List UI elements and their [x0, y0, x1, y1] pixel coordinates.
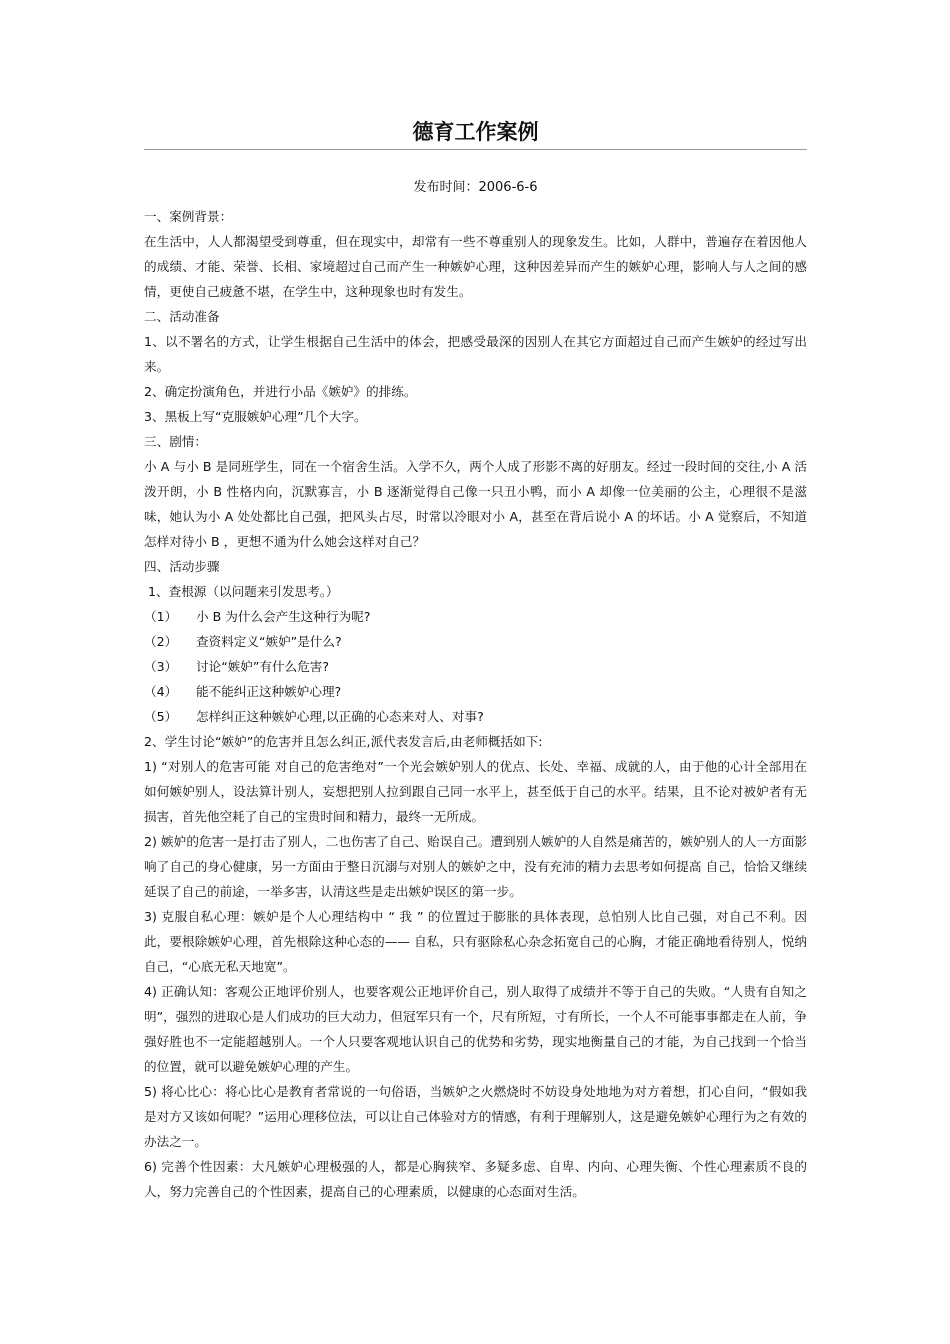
question-number: （5）	[144, 709, 178, 724]
section-heading-steps: 四、活动步骤	[144, 559, 220, 574]
background-paragraph: 在生活中，人人都渴望受到尊重，但在现实中，却常有一些不尊重别人的现象发生。比如，人群中，普遍存在着因他人的成绩、才能、荣誉、长相、家境超过自己而产生一种嫉妒心理，这种因差异而产生的嫉妒心理，影响人与人之间的感情，更使自己疲惫不堪，在学生中，这种现象也时有发生。	[144, 234, 807, 299]
title-divider	[144, 149, 807, 150]
document-page	[144, 118, 807, 1204]
question-item	[144, 654, 807, 679]
summary-point: 6) 完善个性因素：大凡嫉妒心理极强的人，都是心胸狭窄、多疑多虑、自卑、内向、心理失衡、个性心理素质不良的人，努力完善自己的个性因素，提高自己的心理素质，以健康的心态面对生活。	[144, 1159, 807, 1199]
summary-point: 4) 正确认知：客观公正地评价别人，也要客观公正地评价自己，别人取得了成绩并不等于自己的失败。“人贵有自知之明”，强烈的进取心是人们成功的巨大动力，但冠军只有一个，尺有所短，寸有所长，一个人不可能事事都走在人前，争强好胜也不一定能超越别人。一个人只要客观地认识自己的优势和劣势，现实地衡量自己的才能，为自己找到一个恰当的位置，就可以避免嫉妒心理的产生。	[144, 984, 807, 1074]
doc-title: 德育工作案例	[412, 120, 539, 144]
question-text: 小 B 为什么会产生这种行为呢?	[196, 609, 371, 624]
question-number: （3）	[144, 659, 178, 674]
step-item: 2、学生讨论“嫉妒”的危害并且怎么纠正,派代表发言后,由老师概括如下:	[144, 734, 543, 749]
summary-point: 3) 克服自私心理：嫉妒是个人心理结构中 “ 我 ” 的位置过于膨胀的具体表现，总怕别人比自己强，对自己不利。因此，要根除嫉妒心理，首先根除这种心态的—— 自私，只有驱除私心杂念拓宽自己的心胸，才能正确地看待别人，悦纳自己，“心底无私天地宽”。	[144, 909, 807, 974]
question-text: 讨论“嫉妒”有什么危害?	[196, 659, 330, 674]
question-item	[144, 704, 807, 729]
question-number: （1）	[144, 609, 178, 624]
question-item	[144, 604, 807, 629]
summary-point: 5) 将心比心：将心比心是教育者常说的一句俗语，当嫉妒之火燃烧时不妨设身处地地为对方着想，扪心自问，“假如我是对方又该如何呢？”运用心理移位法，可以让自己体验对方的情感，有利于理解别人，这是避免嫉妒心理行为之有效的办法之一。	[144, 1084, 807, 1149]
preparation-item: 2、确定扮演角色，并进行小品《嫉妒》的排练。	[144, 384, 417, 399]
question-item	[144, 629, 807, 654]
summary-point: 1) “对别人的危害可能 对自己的危害绝对”一个光会嫉妒别人的优点、长处、幸福、成就的人，由于他的心计全部用在如何嫉妒别人，设法算计别人，妄想把别人拉到跟自己同一水平上，甚至低于自己的水平。结果，且不论对被妒者有无损害，首先他空耗了自己的宝贵时间和精力，最终一无所成。	[144, 759, 807, 824]
summary-point: 2) 嫉妒的危害一是打击了别人，二也伤害了自己、贻误自己。遭到别人嫉妒的人自然是痛苦的，嫉妒别人的人一方面影响了自己的身心健康，另一方面由于整日沉溺与对别人的嫉妒之中，没有充沛的精力去思考如何提高 自己，恰恰又继续延误了自己的前途，一举多害，认清这些是走出嫉妒误区的第一步。	[144, 834, 807, 899]
question-item	[144, 679, 807, 704]
question-number: （2）	[144, 634, 178, 649]
section-heading-plot: 三、剧情：	[144, 434, 207, 449]
step-item: 1、查根源（以问题来引发思考。）	[148, 584, 339, 599]
section-heading-background: 一、案例背景：	[144, 209, 233, 224]
question-text: 能不能纠正这种嫉妒心理?	[196, 684, 342, 699]
preparation-item: 3、黑板上写“克服嫉妒心理”几个大字。	[144, 409, 367, 424]
question-text: 怎样纠正这种嫉妒心理,以正确的心态来对人、对事?	[196, 709, 484, 724]
preparation-item: 1、以不署名的方式，让学生根据自己生活中的体会，把感受最深的因别人在其它方面超过自己而产生嫉妒的经过写出来。	[144, 334, 807, 374]
publish-date: 发布时间：2006-6-6	[413, 180, 538, 195]
question-number: （4）	[144, 684, 178, 699]
section-heading-preparation: 二、活动准备	[144, 309, 220, 324]
plot-paragraph: 小 A 与小 B 是同班学生，同在一个宿舍生活。入学不久，两个人成了形影不离的好朋友。经过一段时间的交往,小 A 活泼开朗，小 B 性格内向，沉默寡言，小 B 逐渐觉得自己像一只丑小鸭，而小 A 却像一位美丽的公主，心理很不是滋味，她认为小 A 处处都比自己强，把风头占尽，时常以冷眼对小 A，甚至在背后说小 A 的坏话。小 A 觉察后，不知道怎样对待小 B ，更想不通为什么她会这样对自己？	[144, 459, 807, 549]
question-text: 查资料定义“嫉妒”是什么?	[196, 634, 342, 649]
